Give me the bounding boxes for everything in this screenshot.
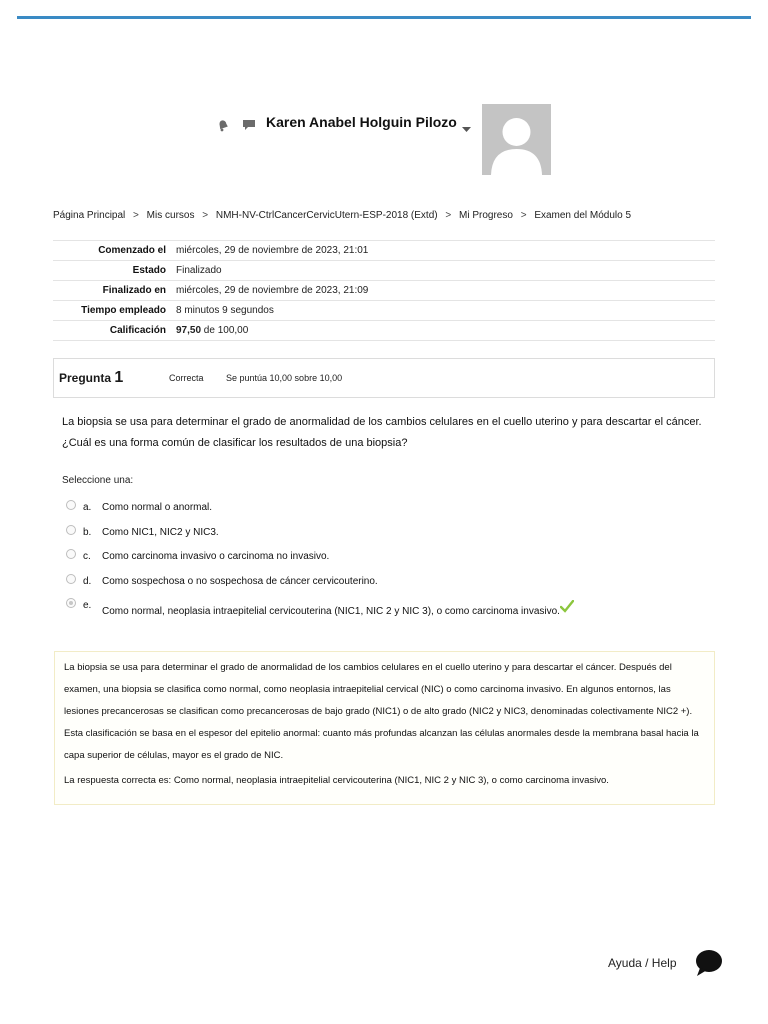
grade-score: 97,50 xyxy=(176,325,202,336)
breadcrumb-progress[interactable]: Mi Progreso xyxy=(459,210,513,221)
question-info-box xyxy=(53,358,715,398)
chevron-right-icon: > xyxy=(445,210,452,221)
summary-label: Calificación xyxy=(109,325,166,336)
top-accent-bar xyxy=(17,16,751,19)
summary-label: Comenzado el xyxy=(98,245,166,256)
answer-prompt: Seleccione una: xyxy=(62,475,134,486)
question-grade: Se puntúa 10,00 sobre 10,00 xyxy=(226,373,343,383)
option-text xyxy=(102,600,574,617)
avatar[interactable] xyxy=(482,104,551,175)
breadcrumb-my-courses[interactable]: Mis cursos xyxy=(146,210,195,221)
summary-label: Tiempo empleado xyxy=(81,305,166,316)
chat-bubble-icon[interactable] xyxy=(694,948,724,983)
caret-down-icon[interactable] xyxy=(462,120,471,138)
option-letter: a. xyxy=(83,502,92,513)
summary-row-started xyxy=(53,241,715,261)
summary-label: Estado xyxy=(132,265,166,276)
option-text: Como sospechosa o no sospechosa de cáncer cervicouterino. xyxy=(102,575,378,587)
message-icon[interactable] xyxy=(242,118,256,137)
radio-button[interactable] xyxy=(66,549,76,559)
chevron-right-icon: > xyxy=(202,210,209,221)
option-letter: b. xyxy=(83,526,92,538)
question-state: Correcta xyxy=(169,373,204,383)
summary-value: miércoles, 29 de noviembre de 2023, 21:01 xyxy=(176,245,369,256)
question-number: 1 xyxy=(114,369,124,386)
answer-option-e[interactable] xyxy=(66,595,686,620)
summary-row-time xyxy=(53,301,715,321)
user-menu xyxy=(0,104,768,176)
question-text: La biopsia se usa para determinar el grado de anormalidad de los cambios celulares en el cuello uterino y para descartar el cáncer. ¿Cuál es una forma común de clasificar los resultados de una biopsia? xyxy=(62,416,702,449)
option-text-value: Como normal, neoplasia intraepitelial cervicouterina (NIC1, NIC 2 y NIC 3), o como carcinoma invasivo. xyxy=(102,606,560,617)
question-title xyxy=(59,369,123,387)
radio-button[interactable] xyxy=(66,500,76,510)
radio-button[interactable] xyxy=(66,525,76,535)
summary-row-state xyxy=(53,261,715,281)
user-name[interactable]: Karen Anabel Holguin Pilozo xyxy=(266,114,457,130)
option-letter: c. xyxy=(83,551,91,562)
summary-value: Finalizado xyxy=(176,265,222,276)
answer-option-c[interactable] xyxy=(66,546,686,571)
answer-option-a[interactable] xyxy=(66,497,686,522)
general-feedback: La biopsia se usa para determinar el grado de anormalidad de los cambios celulares en el cuello uterino y para descartar el cáncer. Después del examen, una biopsia se clasifica como normal, como neoplasia intraepitelial cervical (NIC) o como carcinoma invasivo. En algunos entornos, las lesiones precancerosas se clasifican como precancerosas de bajo grado (NIC1) o de alto grado (NIC2 y NIC3, denominadas colectivamente NIC2 +). Esta clasificación se basa en el espesor del epitelio anormal: cuanto más profundas alcanzan las células anormales desde la membrana basal hacia la capa superior de células, mayor es el grado de NIC. xyxy=(64,662,699,761)
breadcrumb-course[interactable]: NMH-NV-CtrlCancerCervicUtern-ESP-2018 (Extd) xyxy=(215,210,438,221)
summary-value xyxy=(176,321,715,341)
option-text: Como NIC1, NIC2 y NIC3. xyxy=(102,526,219,538)
answer-option-b[interactable] xyxy=(66,522,686,547)
breadcrumb-home[interactable]: Página Principal xyxy=(53,210,126,221)
option-letter: e. xyxy=(83,600,92,611)
breadcrumb-exam[interactable]: Examen del Módulo 5 xyxy=(534,210,632,221)
help-button[interactable] xyxy=(606,948,724,978)
option-letter: d. xyxy=(83,575,92,587)
help-label: Ayuda / Help xyxy=(608,956,677,970)
summary-row-grade xyxy=(53,321,715,341)
chevron-right-icon: > xyxy=(133,210,139,221)
breadcrumb xyxy=(53,210,631,221)
summary-label: Finalizado en xyxy=(102,285,166,296)
option-text: Como normal o anormal. xyxy=(102,502,213,513)
chevron-right-icon: > xyxy=(520,210,527,221)
radio-button-selected[interactable] xyxy=(66,598,76,608)
answer-options xyxy=(66,497,686,620)
bell-icon[interactable] xyxy=(216,118,230,137)
radio-button[interactable] xyxy=(66,574,76,584)
answer-option-d[interactable] xyxy=(66,571,686,596)
right-answer: La respuesta correcta es: Como normal, neoplasia intraepitelial cervicouterina (NIC1, NIC 2 y NIC 3), o como carcinoma invasivo. xyxy=(64,775,609,786)
question-title-label: Pregunta xyxy=(59,371,112,385)
check-icon xyxy=(560,600,574,613)
summary-row-finished xyxy=(53,281,715,301)
grade-max: de 100,00 xyxy=(201,325,249,336)
feedback-box xyxy=(54,651,715,805)
summary-value: 8 minutos 9 segundos xyxy=(176,305,274,316)
summary-value: miércoles, 29 de noviembre de 2023, 21:09 xyxy=(176,285,369,296)
attempt-summary-table xyxy=(53,240,715,341)
option-text: Como carcinoma invasivo o carcinoma no invasivo. xyxy=(102,551,330,562)
